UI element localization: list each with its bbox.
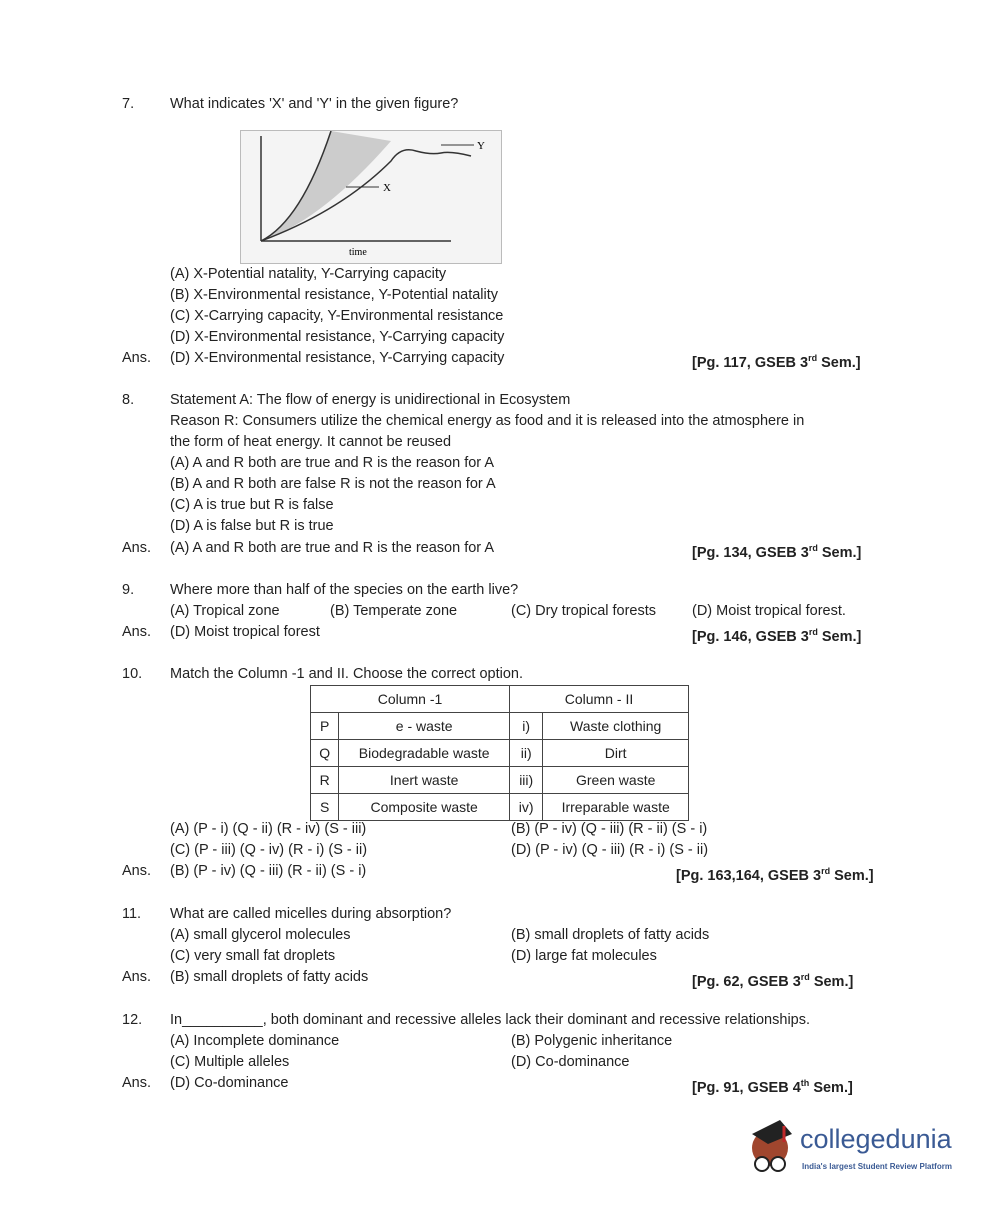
q8-option-a: (A) A and R both are true and R is the reason for A <box>170 455 495 471</box>
q11-option-c: (C) very small fat droplets <box>170 948 336 964</box>
table-header-row <box>311 686 689 713</box>
q9-answer: (D) Moist tropical forest <box>170 624 320 640</box>
q10-number: 10. <box>122 666 143 682</box>
q8-number: 8. <box>122 392 135 408</box>
logo-wordmark: collegedunia <box>800 1124 952 1154</box>
column-1-header: Column -1 <box>311 686 510 713</box>
q11-option-b: (B) small droplets of fatty acids <box>511 927 710 943</box>
q8-answer: (A) A and R both are true and R is the reason for A <box>170 540 495 556</box>
y-label: Y <box>477 140 485 152</box>
q8-option-c: (C) A is true but R is false <box>170 497 334 513</box>
q10-reference: [Pg. 163,164, GSEB 3rd Sem.] <box>676 866 874 884</box>
q7-ans-label: Ans. <box>122 350 152 366</box>
collegedunia-logo <box>740 1112 980 1182</box>
q8-reason-cont: the form of heat energy. It cannot be reused <box>170 434 452 450</box>
q12-number: 12. <box>122 1012 143 1028</box>
q10-option-c: (C) (P - iii) (Q - iv) (R - i) (S - ii) <box>170 842 368 858</box>
q8-option-b: (B) A and R both are false R is not the reason for A <box>170 476 496 492</box>
q10-answer: (B) (P - iv) (Q - iii) (R - ii) (S - i) <box>170 863 367 879</box>
x-label: X <box>383 182 391 194</box>
q11-answer: (B) small droplets of fatty acids <box>170 969 369 985</box>
table-cell: P <box>311 713 339 740</box>
q11-reference: [Pg. 62, GSEB 3rd Sem.] <box>692 972 854 990</box>
q12-ans-label: Ans. <box>122 1075 152 1091</box>
table-row <box>311 713 689 740</box>
q9-text: Where more than half of the species on the earth live? <box>170 582 519 598</box>
table-row <box>311 767 689 794</box>
q10-ans-label: Ans. <box>122 863 152 879</box>
shaded-region <box>261 131 391 241</box>
q8-reason: Reason R: Consumers utilize the chemical energy as food and it is released into the atmosphere in <box>170 413 805 429</box>
q12-option-c: (C) Multiple alleles <box>170 1054 290 1070</box>
q9-option-c: (C) Dry tropical forests <box>511 603 657 619</box>
q12-option-d: (D) Co-dominance <box>511 1054 630 1070</box>
q11-option-d: (D) large fat molecules <box>511 948 657 964</box>
table-cell: Q <box>311 740 339 767</box>
population-growth-figure <box>240 130 502 264</box>
q12-option-b: (B) Polygenic inheritance <box>511 1033 673 1049</box>
table-cell: Waste clothing <box>543 713 689 740</box>
q7-text: What indicates 'X' and 'Y' in the given figure? <box>170 96 459 112</box>
q10-option-b: (B) (P - iv) (Q - iii) (R - ii) (S - i) <box>511 821 708 837</box>
column-2-header: Column - II <box>510 686 689 713</box>
table-cell: e - waste <box>339 713 510 740</box>
time-axis-label: time <box>349 247 367 258</box>
table-cell: Irreparable waste <box>543 794 689 821</box>
q9-option-a: (A) Tropical zone <box>170 603 280 619</box>
q7-reference: [Pg. 117, GSEB 3rd Sem.] <box>692 353 861 371</box>
table-cell: ii) <box>510 740 543 767</box>
q9-reference: [Pg. 146, GSEB 3rd Sem.] <box>692 627 862 645</box>
table-cell: iv) <box>510 794 543 821</box>
growth-curve-graph <box>241 131 501 263</box>
table-cell: Inert waste <box>339 767 510 794</box>
q10-option-d: (D) (P - iv) (Q - iii) (R - i) (S - ii) <box>511 842 709 858</box>
table-cell: S <box>311 794 339 821</box>
q7-option-b: (B) X-Environmental resistance, Y-Potential natality <box>170 287 499 303</box>
q9-number: 9. <box>122 582 135 598</box>
table-cell: Composite waste <box>339 794 510 821</box>
q9-ans-label: Ans. <box>122 624 152 640</box>
q10-option-a: (A) (P - i) (Q - ii) (R - iv) (S - iii) <box>170 821 367 837</box>
logo-tagline: India's largest Student Review Platform <box>802 1162 952 1171</box>
table-row <box>311 740 689 767</box>
table-cell: iii) <box>510 767 543 794</box>
q12-option-a: (A) Incomplete dominance <box>170 1033 340 1049</box>
q8-option-d: (D) A is false but R is true <box>170 518 334 534</box>
table-cell: Dirt <box>543 740 689 767</box>
q7-number: 7. <box>122 96 135 112</box>
q9-option-b: (B) Temperate zone <box>330 603 458 619</box>
q8-statement: Statement A: The flow of energy is unidirectional in Ecosystem <box>170 392 571 408</box>
q11-ans-label: Ans. <box>122 969 152 985</box>
q9-option-d: (D) Moist tropical forest. <box>692 603 846 619</box>
q7-option-d: (D) X-Environmental resistance, Y-Carrying capacity <box>170 329 505 345</box>
q11-text: What are called micelles during absorption? <box>170 906 452 922</box>
table-row <box>311 794 689 821</box>
q11-option-a: (A) small glycerol molecules <box>170 927 351 943</box>
q7-option-c: (C) X-Carrying capacity, Y-Environmental resistance <box>170 308 504 324</box>
q12-reference: [Pg. 91, GSEB 4th Sem.] <box>692 1078 853 1096</box>
mascot-icon <box>740 1112 800 1182</box>
q11-number: 11. <box>122 906 142 922</box>
q8-reference: [Pg. 134, GSEB 3rd Sem.] <box>692 543 862 561</box>
match-table <box>310 685 689 821</box>
q7-answer: (D) X-Environmental resistance, Y-Carrying capacity <box>170 350 505 366</box>
q8-ans-label: Ans. <box>122 540 152 556</box>
table-cell: R <box>311 767 339 794</box>
q12-text: In__________, both dominant and recessive alleles lack their dominant and recessive relationships. <box>170 1012 811 1028</box>
q12-answer: (D) Co-dominance <box>170 1075 289 1091</box>
q10-text: Match the Column -1 and II. Choose the correct option. <box>170 666 524 682</box>
table-cell: i) <box>510 713 543 740</box>
table-cell: Biodegradable waste <box>339 740 510 767</box>
table-cell: Green waste <box>543 767 689 794</box>
q7-option-a: (A) X-Potential natality, Y-Carrying capacity <box>170 266 447 282</box>
